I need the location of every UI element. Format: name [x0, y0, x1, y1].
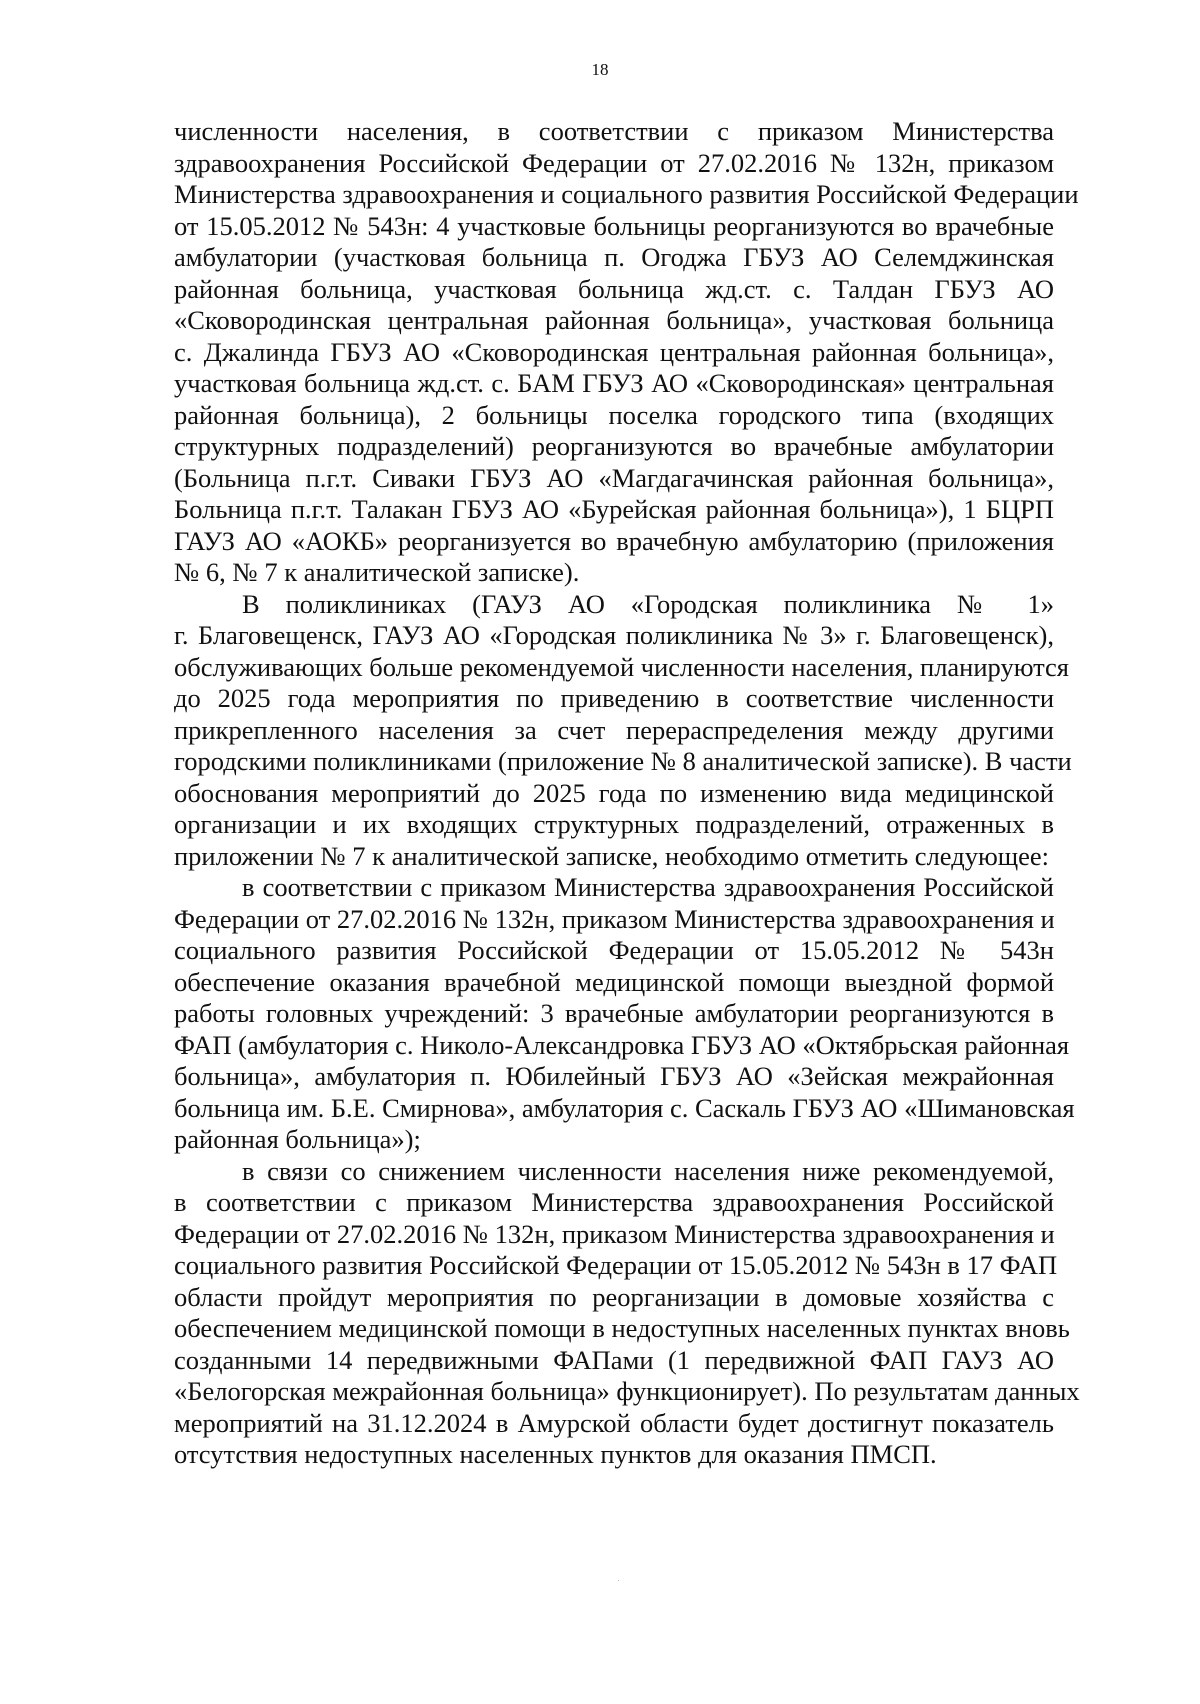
- text-line: отсутствия недоступных населенных пунктов для оказания ПМСП.: [174, 1439, 937, 1469]
- text-line: участковая больница жд.ст. с. БАМ ГБУЗ АО «Сковородинская» центральная: [174, 368, 1054, 398]
- text-line: обеспечение оказания врачебной медицинской помощи выездной формой: [174, 966, 1054, 997]
- text-line: прикрепленного населения за счет перераспределения между другими: [174, 714, 1054, 745]
- text-line: с. Джалинда ГБУЗ АО «Сковородинская центральная районная больница»,: [174, 336, 1054, 367]
- paragraph: [174, 1155, 1080, 1471]
- paragraph: [174, 116, 1079, 589]
- text-line: «Белогорская межрайонная больница» функционирует). По результатам данных: [174, 1376, 1080, 1406]
- text-line: районная больница»);: [174, 1124, 421, 1154]
- text-line: г. Благовещенск, ГАУЗ АО «Городская поликлиника № 3» г. Благовещенск),: [174, 620, 1054, 650]
- text-line: структурных подразделений) реорганизуются во врачебные амбулатории: [174, 431, 1054, 461]
- text-line: Федерации от 27.02.2016 № 132н, приказом Министерства здравоохранения и: [174, 903, 1055, 934]
- text-line: № 6, № 7 к аналитической записке).: [174, 557, 580, 587]
- text-line: амбулатории (участковая больница п. Огоджа ГБУЗ АО Селемджинская: [174, 242, 1054, 272]
- document-body: [174, 116, 1080, 1471]
- text-line: здравоохранения Российской Федерации от 27.02.2016 № 132н, приказом: [174, 147, 1054, 178]
- text-line: Федерации от 27.02.2016 № 132н, приказом Министерства здравоохранения и: [174, 1218, 1055, 1249]
- paragraph: [174, 872, 1075, 1156]
- text-line: районная больница, участковая больница жд.ст. с. Талдан ГБУЗ АО: [174, 273, 1054, 304]
- text-line: обслуживающих больше рекомендуемой численности населения, планируются: [174, 651, 1069, 682]
- text-line: обеспечением медицинской помощи в недоступных населенных пунктах вновь: [174, 1313, 1070, 1343]
- text-line: «Сковородинская центральная районная больница», участковая больница: [174, 305, 1054, 335]
- page-number: 18: [591, 60, 609, 79]
- paragraph: [174, 588, 1072, 873]
- text-line: в соответствии с приказом Министерства здравоохранения Российской: [242, 872, 1054, 902]
- text-line: социального развития Российской Федерации от 15.05.2012 № 543н в 17 ФАП: [174, 1250, 1058, 1280]
- text-line: приложении № 7 к аналитической записке, необходимо отметить следующее:: [174, 840, 1050, 871]
- text-line: Министерства здравоохранения и социального развития Российской Федерации: [174, 179, 1079, 209]
- text-line: от 15.05.2012 № 543н: 4 участковые больницы реорганизуются во врачебные: [174, 210, 1054, 241]
- text-line: мероприятий на 31.12.2024 в Амурской области будет достигнут показатель: [174, 1407, 1054, 1438]
- text-line: численности населения, в соответствии с приказом Министерства: [174, 116, 1054, 146]
- text-line: до 2025 года мероприятия по приведению в соответствие численности: [174, 683, 1054, 713]
- text-line: ГАУЗ АО «АОКБ» реорганизуется во врачебную амбулаторию (приложения: [174, 525, 1054, 556]
- text-line: в соответствии с приказом Министерства здравоохранения Российской: [174, 1187, 1054, 1217]
- text-line: обоснования мероприятий до 2025 года по изменению вида медицинской: [174, 777, 1054, 808]
- text-line: работы головных учреждений: 3 врачебные амбулатории реорганизуются в: [174, 998, 1054, 1028]
- text-line: городскими поликлиниками (приложение № 8 аналитической записке). В части: [174, 746, 1072, 776]
- text-line: больница им. Б.Е. Смирнова», амбулатория с. Саскаль ГБУЗ АО «Шимановская: [174, 1092, 1075, 1123]
- text-line: больница», амбулатория п. Юбилейный ГБУЗ АО «Зейская межрайонная: [174, 1061, 1054, 1091]
- scan-speck: [618, 1580, 619, 1581]
- text-line: Больница п.г.т. Талакан ГБУЗ АО «Бурейская районная больница»), 1 БЦРП: [174, 494, 1054, 524]
- text-line: В поликлиниках (ГАУЗ АО «Городская поликлиника № 1»: [242, 588, 1054, 619]
- text-line: ФАП (амбулатория с. Николо-Александровка ГБУЗ АО «Октябрьская районная: [174, 1029, 1070, 1060]
- text-line: области пройдут мероприятия по реорганизации в домовые хозяйства с: [174, 1281, 1054, 1312]
- text-line: социального развития Российской Федерации от 15.05.2012 № 543н: [174, 935, 1054, 965]
- text-line: в связи со снижением численности населения ниже рекомендуемой,: [242, 1155, 1054, 1186]
- text-line: организации и их входящих структурных подразделений, отраженных в: [174, 809, 1054, 839]
- text-line: (Больница п.г.т. Сиваки ГБУЗ АО «Магдагачинская районная больница»,: [174, 462, 1054, 493]
- text-line: районная больница), 2 больницы поселка городского типа (входящих: [174, 399, 1054, 430]
- text-line: созданными 14 передвижными ФАПами (1 передвижной ФАП ГАУЗ АО: [174, 1344, 1054, 1375]
